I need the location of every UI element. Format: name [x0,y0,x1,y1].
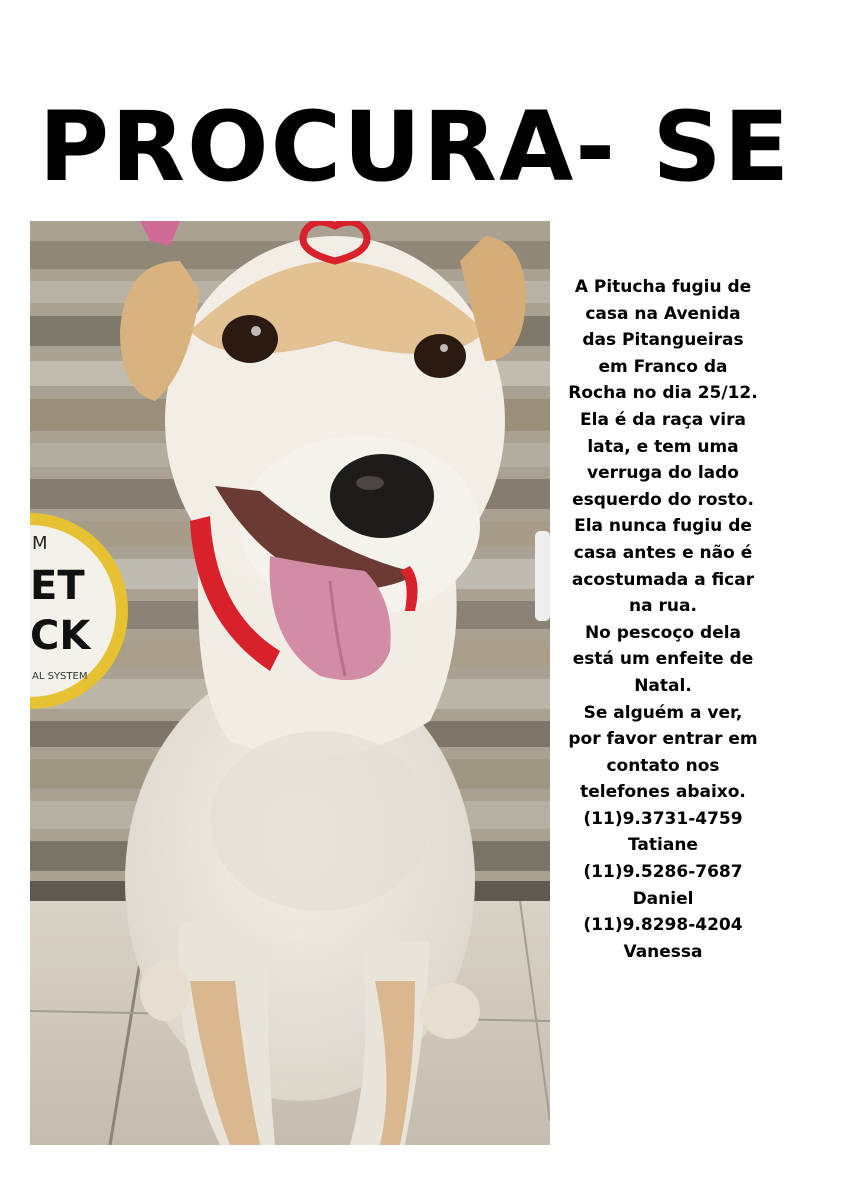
description-line: acostumada a ficar [571,569,755,590]
contact-name: Vanessa [623,941,703,962]
description-text [560,274,766,965]
description-line: Ela nunca fugiu de [574,516,752,537]
contact-phone: (11)9.5286-7687 [583,862,743,883]
contact-name: Daniel [632,888,694,909]
contact-phone: (11)9.3731-4759 [583,808,743,829]
description-line: A Pitucha fugiu de [574,277,752,297]
description-line: das Pitangueiras [582,330,744,351]
sign-text-top: M [32,533,48,554]
contact-phone: (11)9.8298-4204 [583,915,743,936]
description-line: Natal. [634,675,692,696]
description-line: Ela é da raça vira [580,409,746,430]
description-line: casa na Avenida [585,303,741,324]
contact-name: Tatiane [628,835,698,856]
description-line: No pescoço dela [584,622,742,643]
description-line: Se alguém a ver, [583,702,743,723]
description-line: Rocha no dia 25/12. [568,383,758,404]
sign-text-bottom: AL SYSTEM [32,671,88,682]
description-line: está um enfeite de [572,649,754,670]
description-line: em Franco da [598,356,728,377]
wall-outlet [535,531,550,621]
description-line: esquerdo do rosto. [572,489,754,510]
description-line: contato nos [606,755,720,776]
headline: PROCURA- SE [38,91,792,203]
description-line: lata, e tem uma [587,436,739,457]
description-line: por favor entrar em [568,729,758,750]
sign-text-main-2: CK [30,613,91,659]
description-line: telefones abaixo. [580,782,746,803]
dog-photo-illustration [30,221,550,1145]
description-line: verruga do lado [587,463,739,484]
dog-photo [30,221,550,1145]
sign-text-main-1: ET [30,563,85,609]
description-line: casa antes e não é [573,542,753,563]
description-line: na rua. [629,596,697,617]
